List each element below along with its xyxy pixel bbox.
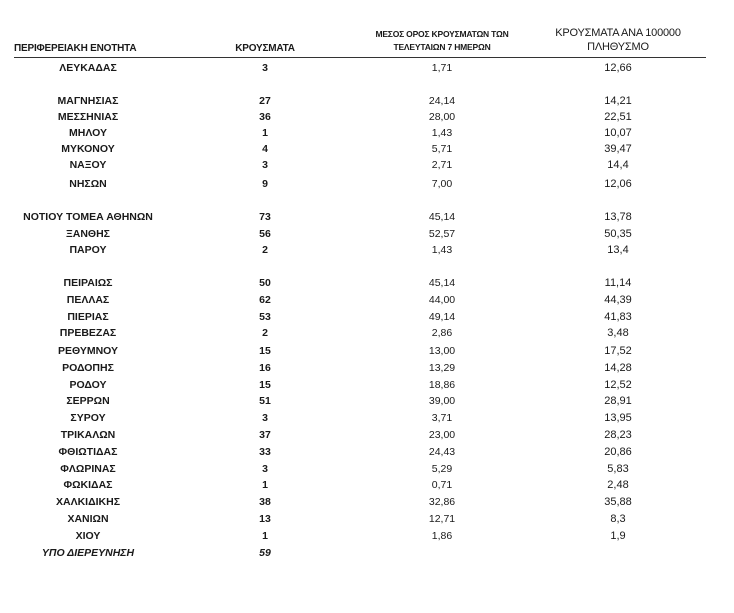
per-100000-cell: 50,35	[604, 228, 632, 240]
table-row	[0, 494, 734, 510]
cases-cell: 53	[259, 311, 271, 323]
region-cell: ΧΑΝΙΩΝ	[67, 513, 109, 525]
avg-cell: 18,86	[428, 379, 456, 391]
cases-cell: 51	[259, 395, 271, 407]
avg-cell: 0,71	[431, 479, 453, 491]
cases-cell: 1	[262, 530, 268, 542]
avg-cell: 13,00	[428, 345, 456, 357]
avg-cell: 1,86	[431, 530, 453, 542]
cases-cell: 50	[259, 277, 271, 289]
avg-cell: 32,86	[428, 496, 456, 508]
cases-cell: 15	[259, 379, 271, 391]
per-100000-cell: 35,88	[604, 496, 632, 508]
table-row	[0, 125, 734, 141]
cases-cell: 13	[259, 513, 271, 525]
table-row	[0, 377, 734, 393]
avg-cell: 13,29	[428, 362, 456, 374]
table-row	[0, 109, 734, 125]
region-cell: ΜΕΣΣΗΝΙΑΣ	[57, 111, 119, 123]
header-avg-line2: ΤΕΛΕΥΤΑΙΩΝ 7 ΗΜΕΡΩΝ	[393, 42, 491, 52]
region-cell: ΠΙΕΡΙΑΣ	[67, 311, 109, 323]
region-cell: ΧΑΛΚΙΔΙΚΗΣ	[55, 496, 121, 508]
avg-cell: 39,00	[428, 395, 456, 407]
per-100000-cell: 13,95	[604, 412, 632, 424]
region-cell: ΝΟΤΙΟΥ ΤΟΜΕΑ ΑΘΗΝΩΝ	[23, 211, 153, 223]
cases-cell: 2	[262, 244, 268, 256]
table-row	[0, 176, 734, 192]
table-row	[0, 343, 734, 359]
cases-cell: 59	[259, 547, 271, 559]
per-100000-cell: 28,23	[604, 429, 632, 441]
per-100000-cell: 12,52	[604, 379, 632, 391]
per-100000-cell: 12,06	[604, 178, 632, 190]
avg-cell: 44,00	[428, 294, 456, 306]
table-row	[0, 157, 734, 173]
avg-cell: 24,43	[428, 446, 456, 458]
cases-cell: 3	[262, 463, 268, 475]
table-row	[0, 275, 734, 291]
per-100000-cell: 14,4	[607, 159, 629, 171]
header-avg-line1: ΜΕΣΟΣ ΟΡΟΣ ΚΡΟΥΣΜΑΤΩΝ ΤΩΝ	[375, 29, 509, 39]
per-100000-cell: 22,51	[604, 111, 632, 123]
per-100000-cell: 14,21	[604, 95, 632, 107]
cases-cell: 15	[259, 345, 271, 357]
cases-cell: 73	[259, 211, 271, 223]
avg-cell: 23,00	[428, 429, 456, 441]
table-row	[0, 242, 734, 258]
per-100000-cell: 12,66	[604, 62, 632, 74]
avg-cell: 49,14	[428, 311, 456, 323]
region-cell: ΣΥΡΟΥ	[70, 412, 106, 424]
avg-cell: 24,14	[428, 95, 456, 107]
per-100000-cell: 1,9	[610, 530, 626, 542]
per-100000-cell: 13,78	[604, 211, 632, 223]
table-row	[0, 393, 734, 409]
header-region: ΠΕΡΙΦΕΡΕΙΑΚΗ ΕΝΟΤΗΤΑ	[14, 43, 137, 54]
per-100000-cell: 11,14	[604, 277, 632, 289]
avg-cell: 1,43	[431, 127, 453, 139]
table-row	[0, 444, 734, 460]
header-cases-per-100000	[538, 26, 698, 54]
avg-cell: 52,57	[428, 228, 456, 240]
avg-cell: 7,00	[431, 178, 453, 190]
per-100000-cell: 8,3	[610, 513, 626, 525]
table-row	[0, 477, 734, 493]
region-cell: ΡΕΘΥΜΝΟΥ	[57, 345, 119, 357]
avg-cell: 3,71	[431, 412, 453, 424]
table-row	[0, 209, 734, 225]
region-cell: ΦΘΙΩΤΙΔΑΣ	[58, 446, 118, 458]
header-seven-day-average	[358, 28, 526, 54]
region-cell: ΜΗΛΟΥ	[69, 127, 107, 139]
per-100000-cell: 17,52	[604, 345, 632, 357]
table-row	[0, 93, 734, 109]
region-cell: ΣΕΡΡΩΝ	[66, 395, 110, 407]
per-100000-cell: 5,83	[607, 463, 629, 475]
cases-cell: 38	[259, 496, 271, 508]
region-cell: ΛΕΥΚΑΔΑΣ	[59, 62, 117, 74]
per-100000-cell: 14,28	[604, 362, 632, 374]
table-row	[0, 427, 734, 443]
per-100000-cell: 28,91	[604, 395, 632, 407]
table-row	[0, 141, 734, 157]
table-row	[0, 528, 734, 544]
cases-cell: 1	[262, 479, 268, 491]
header-per-line1: ΚΡΟΥΣΜΑΤΑ ΑΝΑ 100000	[555, 27, 681, 39]
avg-cell: 2,71	[431, 159, 453, 171]
avg-cell: 45,14	[428, 277, 456, 289]
region-cell: ΦΩΚΙΔΑΣ	[63, 479, 113, 491]
region-cell: ΦΛΩΡΙΝΑΣ	[60, 463, 116, 475]
region-cell: ΞΑΝΘΗΣ	[66, 228, 110, 240]
header-cases: ΚΡΟΥΣΜΑΤΑ	[235, 43, 295, 54]
table-row	[0, 545, 734, 561]
cases-cell: 3	[262, 159, 268, 171]
cases-cell: 2	[262, 327, 268, 339]
region-cell: ΝΑΞΟΥ	[69, 159, 107, 171]
per-100000-cell: 2,48	[607, 479, 629, 491]
header-per-line2: ΠΛΗΘΥΣΜΟ	[587, 41, 649, 53]
cases-cell: 62	[259, 294, 271, 306]
avg-cell: 12,71	[428, 513, 456, 525]
per-100000-cell: 10,07	[604, 127, 632, 139]
region-cell: ΠΑΡΟΥ	[69, 244, 107, 256]
region-cell: ΠΕΙΡΑΙΩΣ	[63, 277, 113, 289]
per-100000-cell: 13,4	[607, 244, 629, 256]
table-row	[0, 325, 734, 341]
avg-cell: 1,43	[431, 244, 453, 256]
avg-cell: 28,00	[428, 111, 456, 123]
per-100000-cell: 3,48	[607, 327, 629, 339]
cases-cell: 56	[259, 228, 271, 240]
cases-cell: 4	[262, 143, 268, 155]
table-row	[0, 511, 734, 527]
region-cell: ΡΟΔΟΥ	[69, 379, 107, 391]
per-100000-cell: 39,47	[604, 143, 632, 155]
region-cell: ΜΥΚΟΝΟΥ	[61, 143, 115, 155]
region-cell: ΜΑΓΝΗΣΙΑΣ	[57, 95, 119, 107]
cases-cell: 1	[262, 127, 268, 139]
avg-cell: 45,14	[428, 211, 456, 223]
table-row	[0, 60, 734, 76]
cases-cell: 3	[262, 412, 268, 424]
cases-cell: 27	[259, 95, 271, 107]
region-cell: ΤΡΙΚΑΛΩΝ	[60, 429, 116, 441]
cases-cell: 3	[262, 62, 268, 74]
per-100000-cell: 44,39	[604, 294, 632, 306]
avg-cell: 2,86	[431, 327, 453, 339]
region-cell: ΧΙΟΥ	[75, 530, 101, 542]
avg-cell: 5,29	[431, 463, 453, 475]
region-cell: ΠΡΕΒΕΖΑΣ	[59, 327, 117, 339]
per-100000-cell: 41,83	[604, 311, 632, 323]
table-row	[0, 309, 734, 325]
avg-cell: 1,71	[431, 62, 453, 74]
avg-cell: 5,71	[431, 143, 453, 155]
cases-cell: 37	[259, 429, 271, 441]
per-100000-cell: 20,86	[604, 446, 632, 458]
table-row	[0, 292, 734, 308]
region-cell: ΡΟΔΟΠΗΣ	[62, 362, 114, 374]
table-row	[0, 410, 734, 426]
table-row	[0, 461, 734, 477]
header-rule	[14, 57, 706, 58]
cases-cell: 9	[262, 178, 268, 190]
cases-cell: 33	[259, 446, 271, 458]
region-cell: ΝΗΣΩΝ	[69, 178, 107, 190]
cases-cell: 16	[259, 362, 271, 374]
table-row	[0, 226, 734, 242]
cases-cell: 36	[259, 111, 271, 123]
region-cell: ΥΠΟ ΔΙΕΡΕΥΝΗΣΗ	[41, 547, 135, 559]
table-row	[0, 360, 734, 376]
region-cell: ΠΕΛΛΑΣ	[66, 294, 110, 306]
